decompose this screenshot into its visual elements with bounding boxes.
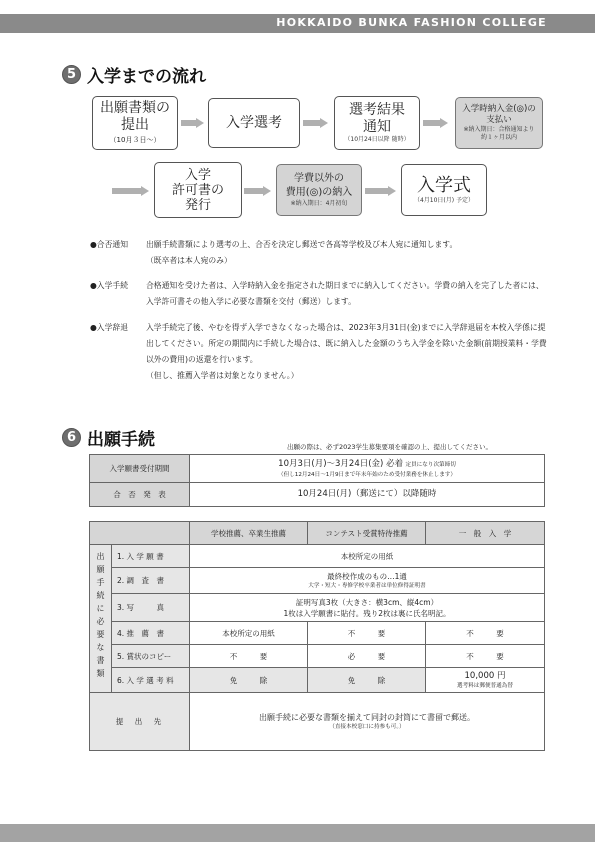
cell: 不 要	[308, 622, 426, 645]
period-dates: 10月3日(月)〜3月24日(金) 必着	[278, 459, 404, 469]
cell-sub: 大学・短大・専修学校卒業者は単位修得証明書	[308, 583, 426, 589]
col-header: 一 般 入 学	[426, 522, 545, 545]
section-title: 入学までの流れ	[87, 67, 206, 87]
cell-main: 証明写真3枚（大きさ：横3cm、縦4cm）	[295, 597, 439, 607]
col-header: コンテスト受賞特待推薦	[308, 522, 426, 545]
step-title: 出願書類の 提出	[100, 99, 170, 133]
submit-text: 出願手続に必要な書類を揃えて同封の封筒にて書留で郵送。	[259, 713, 475, 722]
cell: 免 除	[190, 668, 308, 693]
step-note: （10月３日〜）	[109, 135, 161, 144]
header-blank	[90, 522, 190, 545]
note-text: 合格通知を受けた者は、入学時納入金を指定された期日までに納入してください。学費の納入を完了した者には、入学許可書その他入学に必要な書類を交付（郵送）します。	[146, 281, 544, 306]
step-note: （4月10日(月) 予定）	[413, 197, 475, 204]
step-note: （10月24日以降 随時）	[344, 136, 410, 143]
row-name: 1. 入 学 願 書	[112, 545, 190, 568]
college-name: HOKKAIDO BUNKA FASHION COLLEGE	[276, 16, 547, 29]
flow-step-fees	[276, 164, 362, 216]
period-label: 入学願書受付期間	[90, 455, 190, 483]
arrow-icon	[320, 118, 328, 128]
note-label: ●入学辞退	[90, 323, 128, 332]
cell: 不 要	[190, 645, 308, 668]
cell	[426, 668, 545, 693]
cell-main: 10,000 円	[464, 671, 506, 681]
submit-sub: （直接本校窓口に持参も可。）	[329, 724, 405, 730]
footer-bar	[0, 824, 595, 842]
result-label: 合 否 発 表	[90, 483, 190, 507]
cell-sub: 選考料は郵便普通為替	[457, 683, 513, 689]
header-bar	[0, 14, 595, 33]
requirements-table	[89, 521, 545, 751]
period-value	[190, 455, 545, 483]
row-name: 3. 写 真	[112, 594, 190, 622]
vertical-label-text: 出願手続に必要な書類	[96, 552, 105, 682]
cell-sub: 1枚は入学願書に貼付。残り2枚は裏に氏名明記。	[283, 608, 451, 618]
row-merged: 本校所定の用紙	[190, 545, 545, 568]
cell: 必 要	[308, 645, 426, 668]
arrow-icon	[141, 186, 149, 196]
instruction-text: 出願の際は、必ず2023学生募集要項を確認の上、提出してください。	[287, 443, 493, 451]
note-label: ●合否通知	[90, 240, 128, 249]
flow-arrow	[112, 188, 142, 194]
flow-step-ceremony	[401, 164, 487, 216]
section-number: 5	[62, 65, 81, 84]
period-sub: （但し12月24日〜1月9日まで年末年始のため受付業務を休止します）	[278, 472, 456, 478]
flow-arrow	[244, 188, 264, 194]
note-label: ●入学手続	[90, 281, 128, 290]
arrow-icon	[440, 118, 448, 128]
note-text: 入学手続完了後、やむを得ず入学できなくなった場合は、2023年3月31日(金)までに入学辞退届を本校入学係に提出してください。所定の期間内に手続した場合は、既に納入した金額のうち入学金を除いた金額(前期授業料・学費以外の費用)の返還を行います。 （但し、推薦入学者は対象となりません。）	[146, 323, 547, 380]
flow-arrow	[365, 188, 389, 194]
note-text: 出願手続書類により選考の上、合否を決定し郵送で各高等学校及び本人宛に通知します。 （既卒者は本人宛のみ）	[146, 240, 458, 265]
section-number: 6	[62, 428, 81, 447]
arrow-icon	[196, 118, 204, 128]
flow-step-payment	[455, 97, 543, 149]
submit-label: 提 出 先	[90, 693, 190, 751]
cell: 本校所定の用紙	[190, 622, 308, 645]
flow-arrow	[181, 120, 197, 126]
section6-heading	[62, 425, 155, 450]
row-name: 4. 推 薦 書	[112, 622, 190, 645]
period-deadline-note: 定員になり次第締切	[405, 462, 456, 468]
arrow-icon	[388, 186, 396, 196]
step-title: 学費以外の 費用(◎)の納入	[285, 173, 353, 198]
submit-value	[190, 693, 545, 751]
flow-step-selection	[208, 98, 300, 148]
row-merged	[190, 594, 545, 622]
flow-step-result	[334, 96, 420, 150]
section-title: 出願手続	[87, 430, 155, 450]
step-title: 入学選考	[226, 114, 282, 131]
section5-heading	[62, 62, 206, 87]
flow-arrow	[423, 120, 441, 126]
flow-step-permit	[154, 162, 242, 218]
vertical-label	[90, 545, 112, 693]
arrow-icon	[263, 186, 271, 196]
step-note: ※納入期日：合格通知より 約１ヶ月以内	[463, 126, 535, 141]
cell-main: 最終校作成のもの…1通	[327, 572, 407, 581]
row-name: 5. 賞状のコピー	[112, 645, 190, 668]
step-title: 入学時納入金(◎)の 支払い	[462, 104, 536, 125]
cell: 不 要	[426, 622, 545, 645]
cell: 免 除	[308, 668, 426, 693]
step-title: 選考結果 通知	[349, 102, 405, 135]
row-name: 6. 入 学 選 考 料	[112, 668, 190, 693]
result-value: 10月24日(月)（郵送にて）以降随時	[190, 483, 545, 507]
row-merged	[190, 568, 545, 594]
cell: 不 要	[426, 645, 545, 668]
period-table	[89, 454, 545, 507]
flow-step-submit	[92, 96, 178, 150]
col-header: 学校推薦、卒業生推薦	[190, 522, 308, 545]
step-title: 入学式	[417, 175, 471, 196]
step-note: ※納入期日：4月初旬	[290, 200, 348, 207]
row-name: 2. 調 査 書	[112, 568, 190, 594]
step-title: 入学 許可書の 発行	[171, 167, 224, 213]
flow-arrow	[303, 120, 321, 126]
